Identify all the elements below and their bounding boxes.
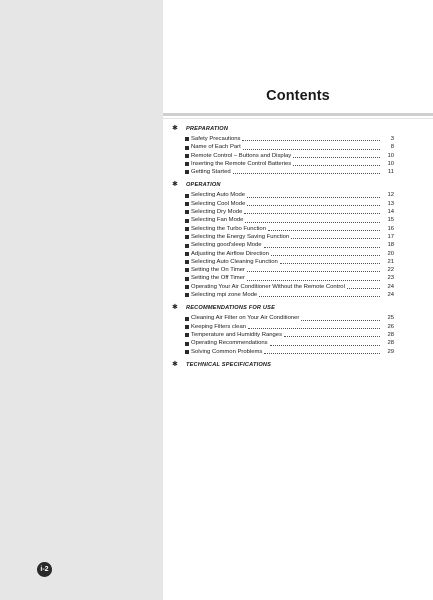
square-bullet-icon	[185, 235, 189, 239]
toc-entry[interactable]	[172, 143, 394, 151]
toc-entry-page: 28	[387, 331, 394, 338]
section-marker-icon: ✱	[172, 125, 178, 132]
square-bullet-icon	[185, 333, 189, 337]
dot-leader	[247, 197, 380, 198]
square-bullet-icon	[185, 285, 189, 289]
toc-entry-label: Selecting the Turbo Function	[191, 225, 266, 232]
toc-entry-page: 10	[387, 152, 394, 159]
toc-entry[interactable]	[172, 283, 394, 291]
dot-leader	[264, 247, 380, 248]
toc-entry-label: Selecting Auto Mode	[191, 192, 246, 199]
toc-entry[interactable]	[172, 216, 394, 224]
square-bullet-icon	[185, 293, 189, 297]
dot-leader	[291, 238, 380, 239]
toc-entry-page: 25	[387, 315, 394, 322]
toc-entry-label: Setting the On Timer	[191, 267, 246, 274]
toc-entry-label: Selecting Dry Mode	[191, 209, 243, 216]
dot-leader	[271, 255, 380, 256]
toc-entry-page: 17	[387, 233, 394, 240]
square-bullet-icon	[185, 162, 189, 166]
toc-entry-page: 24	[387, 283, 394, 290]
toc-entry-label: Selecting Cool Mode	[191, 200, 246, 207]
toc-entry-label: Selecting Fan Mode	[191, 217, 244, 224]
toc-entry[interactable]	[172, 348, 394, 356]
toc-entry-page: 15	[387, 217, 394, 224]
toc-section	[172, 360, 394, 370]
toc-entry-label: Safety Precautions	[191, 136, 241, 142]
toc-entry-page: 10	[387, 160, 394, 167]
toc-entry-page: 3	[390, 136, 394, 142]
toc-entry-label: Selecting mpi zone Mode	[191, 292, 258, 299]
toc-entry-page: 20	[387, 250, 394, 257]
toc-entry-page: 21	[387, 258, 394, 265]
toc-entry-label: Operating Recommendations	[191, 340, 268, 347]
toc-entry-page: 26	[387, 323, 394, 330]
toc-entry-label: Getting Started	[191, 169, 231, 176]
square-bullet-icon	[185, 342, 189, 346]
square-bullet-icon	[185, 154, 189, 158]
toc-entry-label: Inserting the Remote Control Batteries	[191, 160, 292, 167]
toc-entry-label: Temperature and Humidity Ranges	[191, 331, 283, 338]
toc-entry[interactable]	[172, 258, 394, 266]
square-bullet-icon	[185, 219, 189, 223]
toc-entry[interactable]	[172, 250, 394, 258]
toc-entry-label: Remote Control – Buttons and Display	[191, 152, 292, 159]
toc-entry-label: Selecting the Energy Saving Function	[191, 233, 290, 240]
square-bullet-icon	[185, 244, 189, 248]
toc-entry-label: Name of Each Part	[191, 144, 241, 151]
toc-entry[interactable]	[172, 331, 394, 339]
toc-entry-label: Selecting Auto Cleaning Function	[191, 258, 278, 265]
square-bullet-icon	[185, 137, 189, 141]
section-title: RECOMMENDATIONS FOR USE	[186, 305, 276, 312]
title-divider-thin	[163, 118, 433, 119]
toc-entry[interactable]	[172, 323, 394, 331]
toc-entry-label: Cleaning Air Filter on Your Air Conditioner	[191, 315, 300, 322]
toc-entry-page: 12	[387, 192, 394, 199]
dot-leader	[245, 222, 380, 223]
square-bullet-icon	[185, 325, 189, 329]
toc-entry-label: Keeping Filters clean	[191, 323, 247, 330]
square-bullet-icon	[185, 317, 189, 321]
square-bullet-icon	[185, 252, 189, 256]
section-marker-icon: ✱	[172, 360, 178, 368]
toc-entry-label: Selecting good'sleep Mode	[191, 242, 262, 249]
toc-entry-page: 28	[387, 340, 394, 347]
toc-entry[interactable]	[172, 191, 394, 199]
dot-leader	[293, 165, 380, 166]
square-bullet-icon	[185, 170, 189, 174]
title-divider	[163, 113, 433, 116]
dot-leader	[347, 288, 380, 289]
toc-entry[interactable]	[172, 314, 394, 322]
toc-entry-label: Solving Common Problems	[191, 348, 263, 355]
toc-entry-page: 18	[387, 242, 394, 249]
square-bullet-icon	[185, 227, 189, 231]
section-title: PREPARATION	[186, 126, 229, 132]
square-bullet-icon	[185, 277, 189, 281]
toc-entry[interactable]	[172, 200, 394, 208]
toc-entry-page: 16	[387, 225, 394, 232]
toc-entry-label: Setting the Off Timer	[191, 275, 245, 282]
section-heading[interactable]	[172, 303, 394, 313]
toc-entry-page: 8	[390, 144, 394, 151]
toc-entry-page: 24	[387, 292, 394, 299]
section-heading[interactable]	[172, 360, 394, 370]
toc-entry[interactable]	[172, 266, 394, 274]
dot-leader	[280, 263, 380, 264]
square-bullet-icon	[185, 268, 189, 272]
dot-leader	[243, 149, 380, 150]
dot-leader	[247, 205, 380, 206]
toc-entry-page: 11	[387, 169, 394, 176]
square-bullet-icon	[185, 210, 189, 214]
dot-leader	[270, 345, 380, 346]
dot-leader	[242, 140, 380, 141]
toc-entry-page: 14	[387, 209, 394, 216]
toc-section	[172, 124, 394, 176]
square-bullet-icon	[185, 350, 189, 354]
dot-leader	[284, 336, 380, 337]
toc-entry[interactable]	[172, 135, 394, 143]
toc-entry[interactable]	[172, 339, 394, 347]
toc-entry-label: Operating Your Air Conditioner Without the Remote Control	[191, 283, 345, 290]
toc-entry-page: 22	[387, 267, 394, 274]
section-heading[interactable]	[172, 124, 394, 134]
left-margin-panel	[0, 0, 163, 600]
section-marker-icon: ✱	[172, 304, 178, 312]
dot-leader	[264, 353, 380, 354]
dot-leader	[248, 328, 380, 329]
toc-entry[interactable]	[172, 168, 394, 176]
toc-entry[interactable]	[172, 152, 394, 160]
toc-entry[interactable]	[172, 233, 394, 241]
dot-leader	[247, 271, 380, 272]
toc-entry[interactable]	[172, 274, 394, 282]
toc-section	[172, 180, 394, 299]
toc-entry-page: 23	[387, 275, 394, 282]
toc-entry[interactable]	[172, 225, 394, 233]
section-title: TECHNICAL SPECIFICATIONS	[186, 361, 272, 368]
toc-entry-page: 29	[387, 348, 394, 355]
square-bullet-icon	[185, 146, 189, 150]
square-bullet-icon	[185, 202, 189, 206]
toc-entry[interactable]	[172, 291, 394, 299]
section-heading[interactable]	[172, 180, 394, 190]
dot-leader	[268, 230, 380, 231]
square-bullet-icon	[185, 194, 189, 198]
square-bullet-icon	[185, 260, 189, 264]
toc-entry[interactable]	[172, 208, 394, 216]
page-number-badge: i-2	[37, 562, 52, 577]
toc-entry-page: 13	[387, 200, 394, 207]
dot-leader	[244, 213, 380, 214]
toc-entry[interactable]	[172, 160, 394, 168]
dot-leader	[301, 320, 380, 321]
section-title: OPERATION	[186, 182, 221, 189]
table-of-contents	[172, 124, 394, 374]
dot-leader	[293, 157, 380, 158]
dot-leader	[247, 280, 380, 281]
toc-section	[172, 303, 394, 355]
toc-entry-label: Adjusting the Airflow Direction	[191, 250, 269, 257]
dot-leader	[259, 296, 380, 297]
dot-leader	[233, 173, 380, 174]
toc-entry[interactable]	[172, 241, 394, 249]
section-marker-icon: ✱	[172, 181, 178, 189]
page-title: Contents	[266, 88, 330, 104]
